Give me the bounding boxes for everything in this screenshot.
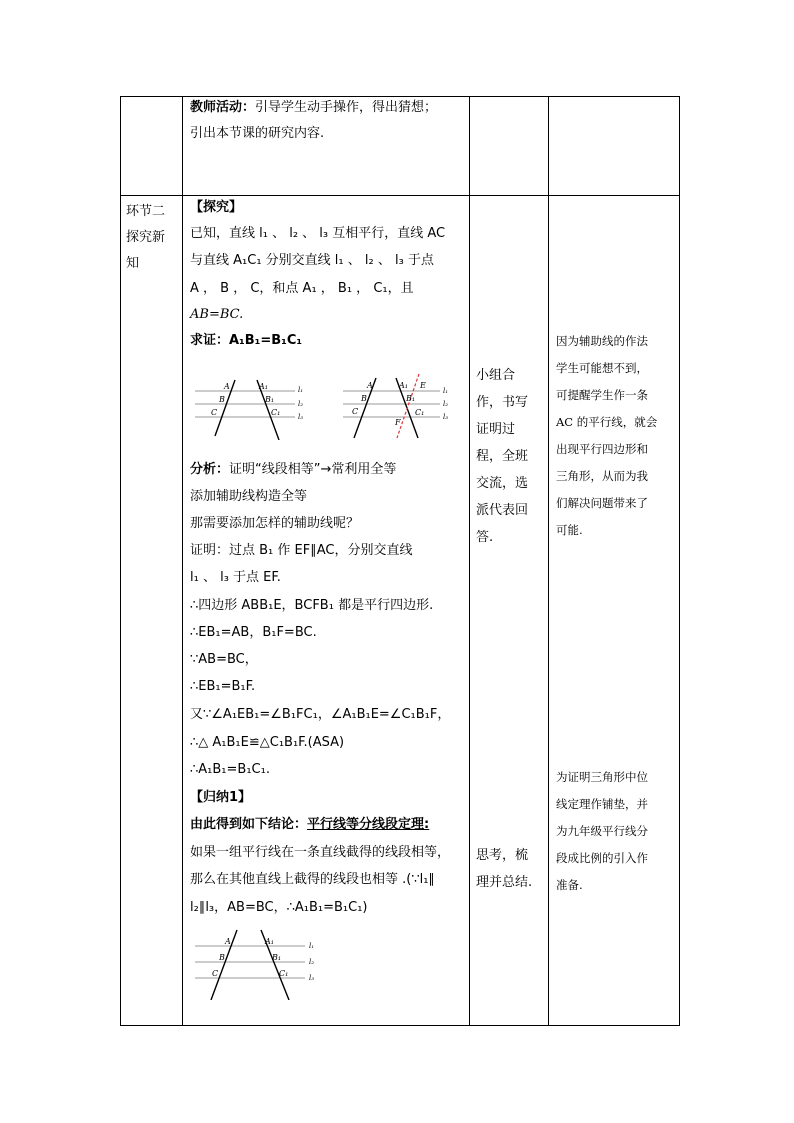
label-A1: A₁ — [259, 382, 268, 391]
student-activity-line: 程，全班 — [476, 449, 529, 464]
label-B: B — [361, 394, 367, 403]
student-activity-line: 证明过 — [476, 422, 516, 437]
given-line: 与直线 A₁C₁ 分别交直线 l₁ 、 l₂ 、 l₃ 于点 — [190, 253, 434, 268]
proof-line: 证明：过点 B₁ 作 EF∥AC，分别交直线 — [190, 543, 413, 558]
design-intent-line: 段成比例的引入作 — [556, 851, 648, 865]
teacher-activity-text: 引导学生动手操作，得出猜想； — [255, 100, 438, 115]
prove-statement: 求证：A₁B₁=B₁C₁ — [190, 333, 303, 348]
proof-line: l₁ 、 l₃ 于点 EF. — [190, 570, 281, 585]
proof-line: ∴EB₁=B₁F. — [190, 679, 256, 694]
design-intent-line: 线定理作铺垫，并 — [556, 797, 648, 811]
teacher-activity-label: 教师活动： — [190, 100, 256, 115]
stage-label-line: 知 — [126, 256, 140, 271]
label-B: B — [219, 953, 225, 962]
summary-line: 那么在其他直线上截得的线段也相等 .(∵l₁∥ — [190, 872, 435, 887]
given-line: 已知，直线 l₁ 、 l₂ 、 l₃ 互相平行，直线 AC — [190, 226, 446, 241]
label-A1: A₁ — [399, 381, 408, 390]
given-line: AB=BC. — [190, 307, 244, 322]
design-intent-line: 准备. — [556, 878, 583, 892]
proof-line: ∴四边形 ABB₁E，BCFB₁ 都是平行四边形. — [190, 598, 434, 613]
summary-line: l₂∥l₃，AB=BC，∴A₁B₁=B₁C₁) — [190, 900, 368, 915]
explore-title: 【探究】 — [190, 200, 243, 215]
design-intent-line: 学生可能想不到， — [556, 361, 648, 375]
label-A: A — [367, 381, 373, 390]
summary-line: 如果一组平行线在一条直线截得的线段相等， — [190, 845, 451, 860]
col-border — [548, 96, 549, 1026]
student-activity-a — [476, 362, 540, 551]
label-B1: B₁ — [406, 394, 416, 403]
label-B1: B₁ — [265, 395, 275, 404]
analysis-line — [190, 460, 396, 480]
table-border-top — [120, 96, 680, 97]
label-C1: C₁ — [279, 969, 289, 978]
label-C1: C₁ — [271, 408, 281, 417]
stage-label-line: 探究新 — [126, 230, 166, 245]
col-border — [679, 96, 680, 1026]
analysis-line: 添加辅助线构造全等 — [190, 489, 308, 504]
design-intent-line: 们解决问题带来了 — [556, 496, 648, 510]
student-activity-b — [476, 842, 540, 896]
design-intent-line: 可能. — [556, 523, 583, 537]
summary-lead-line — [190, 815, 429, 835]
label-l3: l₃ — [298, 413, 304, 421]
label-l2: l₂ — [298, 400, 304, 408]
design-intent-line: 为九年级平行线分 — [556, 824, 648, 838]
given-line: A ， B ， C，和点 A₁ ， B₁ ， C₁，且 — [190, 281, 414, 296]
design-intent-line: 三角形，从而为我 — [556, 469, 648, 483]
label-A: A — [225, 937, 231, 946]
summary-lead: 由此得到如下结论： — [190, 817, 308, 832]
proof-line: ∵AB=BC， — [190, 652, 258, 667]
label-l2: l₂ — [443, 400, 449, 408]
auxiliary-line-figure — [340, 372, 460, 442]
label-A1: A₁ — [265, 937, 274, 946]
stage-label-line: 环节二 — [126, 204, 166, 219]
proof-line: ∴△ A₁B₁E≌△C₁B₁F.(ASA) — [190, 735, 345, 750]
label-C: C — [352, 407, 359, 416]
label-B1: B₁ — [272, 953, 282, 962]
label-B: B — [219, 395, 225, 404]
col-border — [120, 96, 121, 1026]
student-activity-line: 小组合 — [476, 368, 516, 383]
label-l1: l₁ — [298, 386, 304, 394]
label-l1: l₁ — [443, 387, 449, 395]
proof-line: ∴A₁B₁=B₁C₁. — [190, 762, 270, 777]
proof-line: ∴EB₁=AB，B₁F=BC. — [190, 625, 317, 640]
design-intent-line: AC 的平行线，就会 — [556, 415, 658, 429]
stage-label — [126, 199, 165, 277]
student-activity-line: 交流，选 — [476, 476, 529, 491]
proof-line: 又∵∠A₁EB₁=∠B₁FC₁，∠A₁B₁E=∠C₁B₁F， — [190, 707, 451, 722]
design-intent-b — [556, 764, 672, 899]
label-C: C — [212, 969, 219, 978]
student-activity-line: 作，书写 — [476, 395, 529, 410]
analysis-text: 证明“线段相等”→常利用全等 — [229, 462, 397, 477]
label-l2: l₂ — [309, 958, 315, 966]
design-intent-line: 出现平行四边形和 — [556, 442, 648, 456]
design-intent-line: 因为辅助线的作法 — [556, 334, 648, 348]
parallel-lines-figure — [195, 378, 320, 440]
teacher-activity-line2: 引出本节课的研究内容. — [190, 126, 325, 141]
theorem-name: 平行线等分线段定理: — [307, 817, 430, 832]
label-l3: l₃ — [309, 974, 315, 982]
label-l1: l₁ — [309, 942, 315, 950]
label-E: E — [420, 381, 426, 390]
label-l3: l₃ — [443, 413, 449, 421]
design-intent-line: 为证明三角形中位 — [556, 770, 648, 784]
student-activity-line: 思考，梳 — [476, 848, 529, 863]
summary-title: 【归纳1】 — [190, 790, 252, 805]
student-activity-line: 答. — [476, 530, 494, 545]
design-intent-line: 可提醒学生作一条 — [556, 388, 648, 402]
label-C: C — [211, 408, 218, 417]
col-border — [469, 96, 470, 1026]
analysis-label: 分析： — [190, 462, 230, 477]
teacher-activity — [190, 98, 437, 118]
col-border — [182, 96, 183, 1026]
theorem-figure — [195, 928, 325, 1000]
student-activity-line: 派代表回 — [476, 503, 529, 518]
label-F: F — [395, 418, 401, 427]
design-intent-a — [556, 328, 672, 544]
label-C1: C₁ — [415, 408, 425, 417]
label-A: A — [224, 382, 230, 391]
student-activity-line: 理并总结. — [476, 875, 533, 890]
analysis-line: 那需要添加怎样的辅助线呢？ — [190, 516, 360, 531]
table-border-bottom — [120, 1025, 680, 1026]
row-divider — [120, 195, 680, 196]
